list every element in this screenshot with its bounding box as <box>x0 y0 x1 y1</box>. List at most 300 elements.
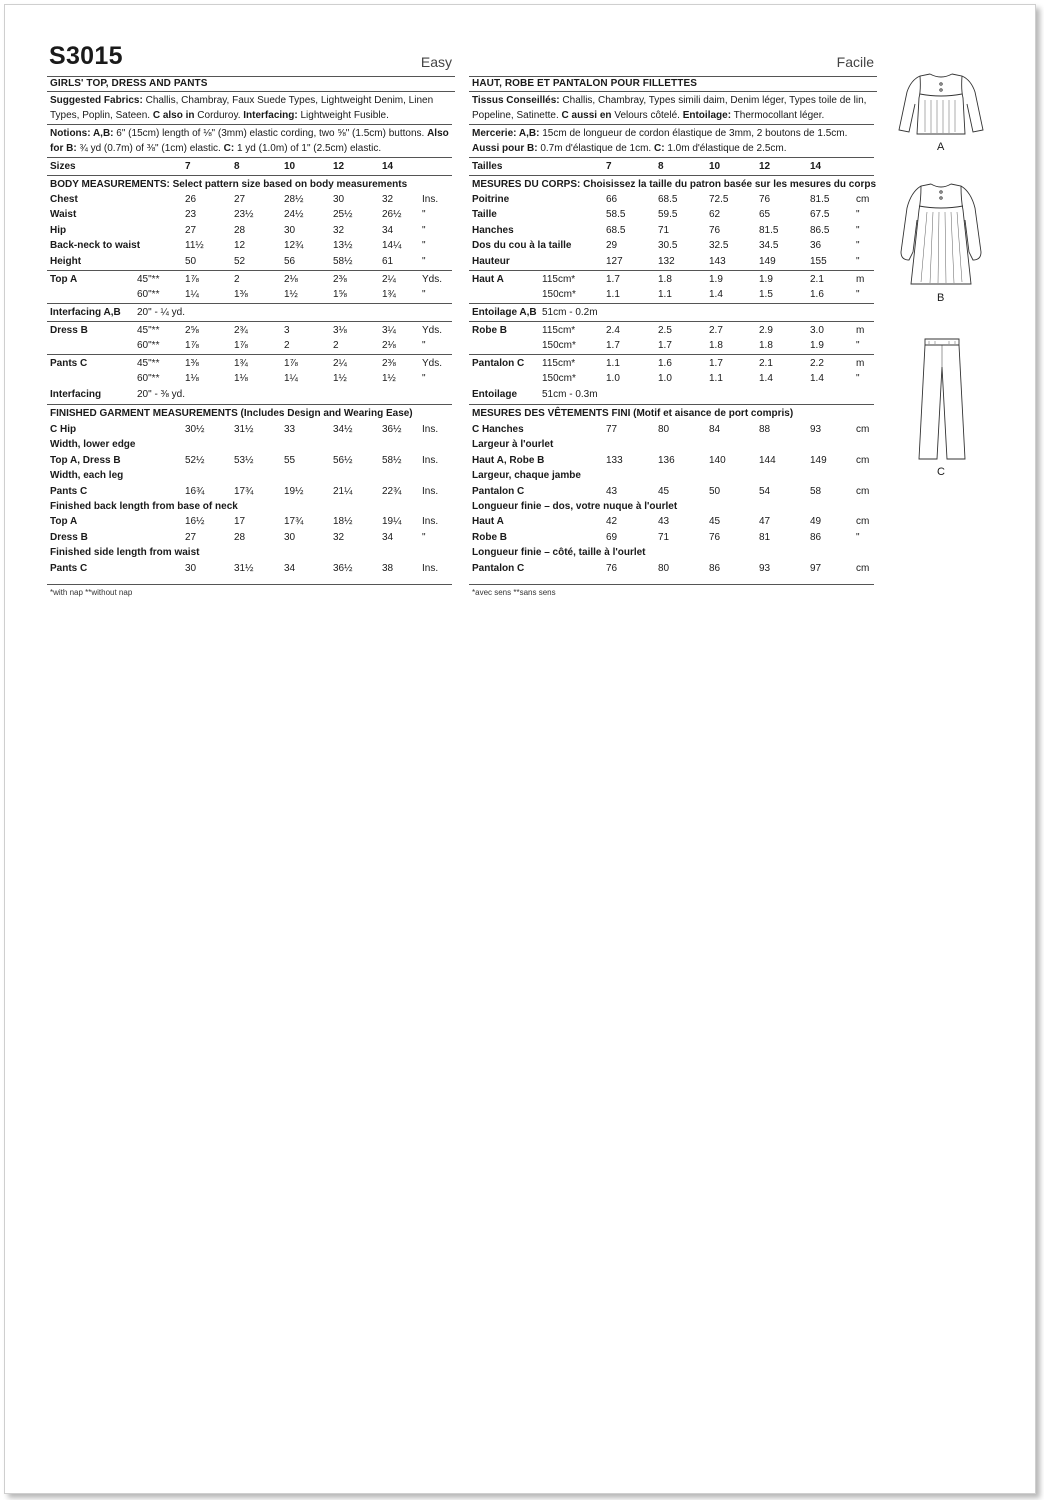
cell-value: 140 <box>709 454 726 466</box>
table-row <box>50 499 455 514</box>
row-sublabel: 20" - ⅜ yd. <box>137 389 186 400</box>
cell-value: 80 <box>658 424 670 435</box>
notions-en <box>50 126 450 156</box>
notions-label: Notions: A,B: <box>50 128 114 139</box>
notions-b-label: Also for B: <box>50 128 449 154</box>
cell-value: 36 <box>810 240 822 252</box>
cell-value: 54 <box>759 485 771 497</box>
table-row <box>50 287 455 302</box>
table-row <box>50 422 455 437</box>
row-label: Robe B <box>472 325 507 336</box>
row-sublabel: 51cm - 0.3m <box>542 389 598 400</box>
divider <box>47 124 452 125</box>
cell-value: 22¾ <box>382 485 402 497</box>
cell-value: 42 <box>606 516 618 528</box>
cell-value: 127 <box>606 255 623 267</box>
cell-value: 27 <box>185 224 197 236</box>
cell-value: 27 <box>185 531 197 543</box>
row-label: Largeur, chaque jambe <box>472 470 581 482</box>
cell-value: 93 <box>810 424 822 435</box>
notions-b-label: Aussi pour B: <box>472 143 538 154</box>
section-heading: FINISHED GARMENT MEASUREMENTS (Includes Design and Wearing Ease) <box>50 408 413 419</box>
cell-value: 30 <box>284 531 296 543</box>
divider <box>469 157 874 158</box>
fabrics-c-label: C aussi en <box>561 110 612 121</box>
cell-value: 43 <box>606 485 618 497</box>
cell-value: 76 <box>709 224 721 236</box>
cell-unit: " <box>856 224 860 236</box>
cell-unit: " <box>422 289 426 301</box>
table-row <box>50 305 455 320</box>
cell-unit: Ins. <box>422 454 439 466</box>
cell-value: 1⅛ <box>234 373 248 385</box>
cell-value: 58.5 <box>606 209 626 221</box>
cell-unit: Ins. <box>422 516 439 528</box>
divider <box>47 321 452 322</box>
cell-value: 1½ <box>284 289 298 301</box>
fabrics-c-text: Corduroy. <box>194 110 244 121</box>
cell-value: 47 <box>759 516 771 528</box>
table-row <box>472 305 877 320</box>
cell-unit: m <box>856 274 865 285</box>
body-heading-rest: Choisissez la taille du patron basée sur les mesures du corps <box>580 179 877 190</box>
cell-value: 33 <box>284 424 296 435</box>
cell-value: 28 <box>234 224 246 236</box>
cell-value: 93 <box>759 562 771 574</box>
table-row <box>50 468 455 483</box>
row-sublabel: 60"** <box>137 340 160 352</box>
view-a-sketch <box>895 70 987 142</box>
divider <box>47 270 452 271</box>
cell-value: 13½ <box>333 240 353 252</box>
notions-b-text: ¾ yd (0.7m) of ⅜" (1cm) elastic. <box>76 143 224 154</box>
table-row <box>50 254 455 269</box>
cell-value: 1.8 <box>658 274 672 285</box>
cell-value: 133 <box>606 454 623 466</box>
body-heading-en <box>50 177 407 192</box>
cell-value: 27 <box>234 194 246 205</box>
cell-value: 58½ <box>333 255 353 267</box>
divider <box>469 175 874 176</box>
cell-value: 1¾ <box>382 289 396 301</box>
row-label: Pantalon C <box>472 358 525 369</box>
divider <box>47 175 452 176</box>
cell-value: 17¾ <box>234 485 254 497</box>
cell-value: 2⅛ <box>284 274 298 285</box>
cell-unit: " <box>856 373 860 385</box>
cell-value: 1.1 <box>658 289 672 301</box>
row-sublabel: 51cm - 0.2m <box>542 307 598 318</box>
fabrics-c-text: Velours côtelé. <box>611 110 683 121</box>
row-label: Height <box>50 255 82 267</box>
divider <box>47 584 452 585</box>
cell-value: 2⅜ <box>333 274 347 285</box>
table-row <box>472 192 877 207</box>
cell-value: 52½ <box>185 454 205 466</box>
cell-value: 1⅜ <box>185 358 199 369</box>
row-sublabel: 150cm* <box>542 340 576 352</box>
table-row <box>472 561 877 576</box>
table-row <box>472 371 877 386</box>
sizes-row <box>50 159 455 174</box>
cell-value: 1½ <box>382 373 396 385</box>
difficulty-fr: Facile <box>836 54 874 70</box>
size: 8 <box>234 161 240 172</box>
cell-value: 68.5 <box>658 194 678 205</box>
cell-value: 2¼ <box>382 274 396 285</box>
row-label: Poitrine <box>472 194 510 205</box>
cell-value: 1.7 <box>606 274 620 285</box>
cell-value: 17 <box>234 516 246 528</box>
row-label: Interfacing <box>50 389 102 400</box>
body-heading: BODY MEASUREMENTS: <box>50 179 170 190</box>
cell-value: 2 <box>234 274 240 285</box>
row-label: Haut A, Robe B <box>472 454 545 466</box>
cell-value: 81.5 <box>759 224 779 236</box>
fabrics-en <box>50 93 450 123</box>
cell-value: 61 <box>382 255 394 267</box>
cell-unit: cm <box>856 516 870 528</box>
row-label: Pants C <box>50 562 88 574</box>
row-sublabel: 45"** <box>137 325 160 336</box>
cell-value: 23 <box>185 209 197 221</box>
cell-value: 2¾ <box>234 325 248 336</box>
size: 10 <box>284 161 296 172</box>
cell-unit: cm <box>856 485 870 497</box>
table-row <box>472 545 877 560</box>
interfacing-text: Thermocollant léger. <box>731 110 825 121</box>
body-heading-fr <box>472 177 876 192</box>
table-row <box>50 192 455 207</box>
table-row <box>472 207 877 222</box>
cell-value: 29 <box>606 240 618 252</box>
table-row <box>472 484 877 499</box>
row-label: Dress B <box>50 325 88 336</box>
divider <box>469 124 874 125</box>
cell-value: 76 <box>606 562 618 574</box>
table-row <box>50 561 455 576</box>
cell-value: 132 <box>658 255 675 267</box>
table-row <box>50 356 455 371</box>
cell-value: 43 <box>658 516 670 528</box>
row-sublabel: 45"** <box>137 274 160 285</box>
table-row <box>472 453 877 468</box>
cell-value: 1.6 <box>810 289 824 301</box>
cell-value: 34 <box>382 224 394 236</box>
row-sublabel: 45"** <box>137 358 160 369</box>
cell-unit: Ins. <box>422 485 439 497</box>
cell-value: 1.4 <box>810 373 824 385</box>
cell-value: 155 <box>810 255 827 267</box>
table-row <box>50 238 455 253</box>
cell-value: 1.5 <box>759 289 773 301</box>
row-label: Waist <box>50 209 77 221</box>
cell-value: 53½ <box>234 454 254 466</box>
title-en: GIRLS' TOP, DRESS AND PANTS <box>47 76 455 92</box>
cell-value: 62 <box>709 209 721 221</box>
table-row <box>472 272 877 287</box>
table-row <box>472 514 877 529</box>
size: 12 <box>759 161 771 172</box>
table-row <box>50 545 455 560</box>
footnote-en: *with nap **without nap <box>50 588 133 597</box>
divider <box>47 354 452 355</box>
row-label: Top A <box>50 516 78 528</box>
cell-value: 1.7 <box>658 340 672 352</box>
row-label: Taille <box>472 209 497 221</box>
interfacing-label: Entoilage: <box>682 110 732 121</box>
divider <box>469 354 874 355</box>
cell-value: 86 <box>810 531 822 543</box>
divider <box>469 270 874 271</box>
cell-unit: " <box>422 373 426 385</box>
notions-c-text: 1 yd (1.0m) of 1" (2.5cm) elastic. <box>234 143 382 154</box>
cell-value: 67.5 <box>810 209 830 221</box>
cell-value: 69 <box>606 531 618 543</box>
view-b-label: B <box>937 292 945 304</box>
cell-value: 2.4 <box>606 325 620 336</box>
table-row <box>472 254 877 269</box>
fabrics-text: Challis, Chambray, Types simili daim, Denim léger, Types toile de lin, Popeline, Satinette. <box>472 95 867 121</box>
view-a-label: A <box>937 141 945 153</box>
row-label: Largeur à l'ourlet <box>472 439 554 451</box>
cell-value: 16½ <box>185 516 205 528</box>
cell-value: 32.5 <box>709 240 729 252</box>
divider <box>469 303 874 304</box>
table-row <box>50 514 455 529</box>
row-label: Pantalon C <box>472 485 525 497</box>
cell-value: 58½ <box>382 454 402 466</box>
table-row <box>50 338 455 353</box>
table-row <box>472 223 877 238</box>
cell-value: 23½ <box>234 209 254 221</box>
notions-text: 6" (15cm) length of ⅛" (3mm) elastic cording, two ⅝" (1.5cm) buttons. <box>113 128 428 139</box>
cell-value: 1.7 <box>606 340 620 352</box>
cell-unit: " <box>422 255 426 267</box>
row-label: Robe B <box>472 531 507 543</box>
cell-value: 2.1 <box>759 358 773 369</box>
size: 7 <box>185 161 191 172</box>
cell-unit: " <box>856 289 860 301</box>
notions-c-text: 1.0m d'élastique de 2.5cm. <box>664 143 787 154</box>
cell-unit: Ins. <box>422 424 439 435</box>
row-label: C Hanches <box>472 424 524 435</box>
cell-value: 34.5 <box>759 240 779 252</box>
table-row <box>50 323 455 338</box>
sizes-label: Sizes <box>50 161 76 172</box>
table-row <box>472 387 877 402</box>
row-label: Dress B <box>50 531 88 543</box>
cell-value: 45 <box>658 485 670 497</box>
cell-value: 21¼ <box>333 485 353 497</box>
row-sublabel: 20" - ¼ yd. <box>137 307 186 318</box>
cell-value: 56 <box>284 255 296 267</box>
divider <box>47 157 452 158</box>
row-label: Finished side length from waist <box>50 547 200 559</box>
table-row <box>472 323 877 338</box>
cell-value: 1.0 <box>606 373 620 385</box>
cell-value: 12 <box>234 240 246 252</box>
cell-unit: " <box>856 240 860 252</box>
cell-value: 71 <box>658 531 670 543</box>
cell-value: 2⅝ <box>185 325 199 336</box>
row-label: Entoilage A,B <box>472 307 537 318</box>
cell-unit: " <box>422 209 426 221</box>
footnote-fr: *avec sens **sans sens <box>472 588 556 597</box>
cell-value: 3.0 <box>810 325 824 336</box>
cell-value: 1½ <box>333 373 347 385</box>
cell-value: 32 <box>333 224 345 236</box>
cell-value: 30 <box>284 224 296 236</box>
cell-value: 30.5 <box>658 240 678 252</box>
row-label: Top A <box>50 274 78 285</box>
row-sublabel: 115cm* <box>542 358 576 369</box>
cell-value: 2¼ <box>333 358 347 369</box>
body-heading-rest: Select pattern size based on body measurements <box>169 179 408 190</box>
cell-unit: " <box>856 340 860 352</box>
cell-value: 1⅞ <box>234 340 248 352</box>
cell-value: 1.1 <box>709 373 723 385</box>
view-c-label: C <box>937 466 945 478</box>
table-row <box>50 371 455 386</box>
table-row <box>50 272 455 287</box>
row-label: Finished back length from base of neck <box>50 501 238 512</box>
cell-value: 36½ <box>333 562 353 574</box>
row-label: Pants C <box>50 485 88 497</box>
cell-value: 2.5 <box>658 325 672 336</box>
cell-value: 14¼ <box>382 240 402 252</box>
table-row <box>472 530 877 545</box>
interfacing-label: Interfacing: <box>243 110 298 121</box>
cell-value: 2.1 <box>810 274 824 285</box>
cell-value: 31½ <box>234 562 254 574</box>
cell-value: 3⅛ <box>333 325 347 336</box>
sizes-row <box>472 159 877 174</box>
table-row <box>50 437 455 452</box>
body-heading: MESURES DU CORPS: <box>472 179 581 190</box>
cell-value: 2⅜ <box>382 358 396 369</box>
cell-value: 49 <box>810 516 822 528</box>
cell-unit: " <box>856 531 860 543</box>
size: 7 <box>606 161 612 172</box>
pattern-number: S3015 <box>49 42 123 70</box>
divider <box>469 404 874 405</box>
row-label: Hanches <box>472 224 514 236</box>
notions-c-label: C: <box>653 143 665 154</box>
cell-value: 50 <box>709 485 721 497</box>
row-label: Width, lower edge <box>50 439 136 451</box>
cell-value: 1.9 <box>709 274 723 285</box>
cell-value: 11½ <box>185 240 204 252</box>
cell-value: 2.9 <box>759 325 773 336</box>
cell-value: 144 <box>759 454 776 466</box>
cell-value: 2.7 <box>709 325 723 336</box>
cell-value: 50 <box>185 255 197 267</box>
cell-value: 1.4 <box>759 373 773 385</box>
table-row <box>472 499 877 514</box>
table-row <box>50 223 455 238</box>
cell-value: 34½ <box>333 424 353 435</box>
cell-value: 2.2 <box>810 358 824 369</box>
table-row <box>50 387 455 402</box>
size: 12 <box>333 161 345 172</box>
row-sublabel: 150cm* <box>542 289 576 301</box>
row-label: Dos du cou à la taille <box>472 240 572 252</box>
cell-value: 77 <box>606 424 618 435</box>
cell-unit: " <box>422 224 426 236</box>
cell-value: 149 <box>810 454 827 466</box>
cell-value: 59.5 <box>658 209 678 221</box>
cell-value: 136 <box>658 454 675 466</box>
cell-value: 2 <box>284 340 290 352</box>
cell-value: 81.5 <box>810 194 830 205</box>
cell-value: 1.8 <box>709 340 723 352</box>
cell-value: 1⅝ <box>333 289 347 301</box>
cell-value: 25½ <box>333 209 353 221</box>
cell-value: 80 <box>658 562 670 574</box>
row-label: Longueur finie – dos, votre nuque à l'ourlet <box>472 501 678 512</box>
cell-value: 1.7 <box>709 358 723 369</box>
cell-value: 86.5 <box>810 224 830 236</box>
cell-value: 32 <box>333 531 345 543</box>
cell-value: 34 <box>382 531 394 543</box>
cell-value: 143 <box>709 255 726 267</box>
cell-value: 26½ <box>382 209 402 221</box>
title-fr: HAUT, ROBE ET PANTALON POUR FILLETTES <box>469 76 877 92</box>
interfacing-text: Lightweight Fusible. <box>297 110 389 121</box>
size: 14 <box>810 161 822 172</box>
table-row <box>472 338 877 353</box>
view-b-sketch <box>895 180 987 290</box>
cell-value: 34 <box>284 562 296 574</box>
row-label: Pants C <box>50 358 88 369</box>
cell-value: 30½ <box>185 424 205 435</box>
table-row <box>472 287 877 302</box>
cell-unit: cm <box>856 194 870 205</box>
cell-value: 1.9 <box>759 274 773 285</box>
row-sublabel: 60"** <box>137 373 160 385</box>
row-sublabel: 115cm* <box>542 274 576 285</box>
row-label: Interfacing A,B <box>50 307 121 318</box>
size: 14 <box>382 161 394 172</box>
cell-value: 1¼ <box>284 373 298 385</box>
table-row <box>50 207 455 222</box>
row-label: Width, each leg <box>50 470 124 482</box>
cell-value: 65 <box>759 209 771 221</box>
cell-value: 84 <box>709 424 721 435</box>
cell-value: 76 <box>759 194 771 205</box>
cell-value: 18½ <box>333 516 353 528</box>
cell-value: 66 <box>606 194 618 205</box>
row-label: Top A, Dress B <box>50 454 121 466</box>
cell-unit: Yds. <box>422 274 443 285</box>
cell-value: 52 <box>234 255 246 267</box>
cell-value: 72.5 <box>709 194 729 205</box>
cell-value: 1¾ <box>234 358 248 369</box>
row-sublabel: 150cm* <box>542 373 576 385</box>
cell-value: 88 <box>759 424 771 435</box>
cell-value: 76 <box>709 531 721 543</box>
section-heading: MESURES DES VÊTEMENTS FINI (Motif et aisance de port compris) <box>472 408 794 419</box>
size: 8 <box>658 161 664 172</box>
sizes-label: Tailles <box>472 161 503 172</box>
cell-value: 3¼ <box>382 325 396 336</box>
row-sublabel: 115cm* <box>542 325 576 336</box>
row-label: Entoilage <box>472 389 518 400</box>
cell-unit: cm <box>856 454 870 466</box>
cell-value: 30 <box>333 194 345 205</box>
size: 10 <box>709 161 721 172</box>
